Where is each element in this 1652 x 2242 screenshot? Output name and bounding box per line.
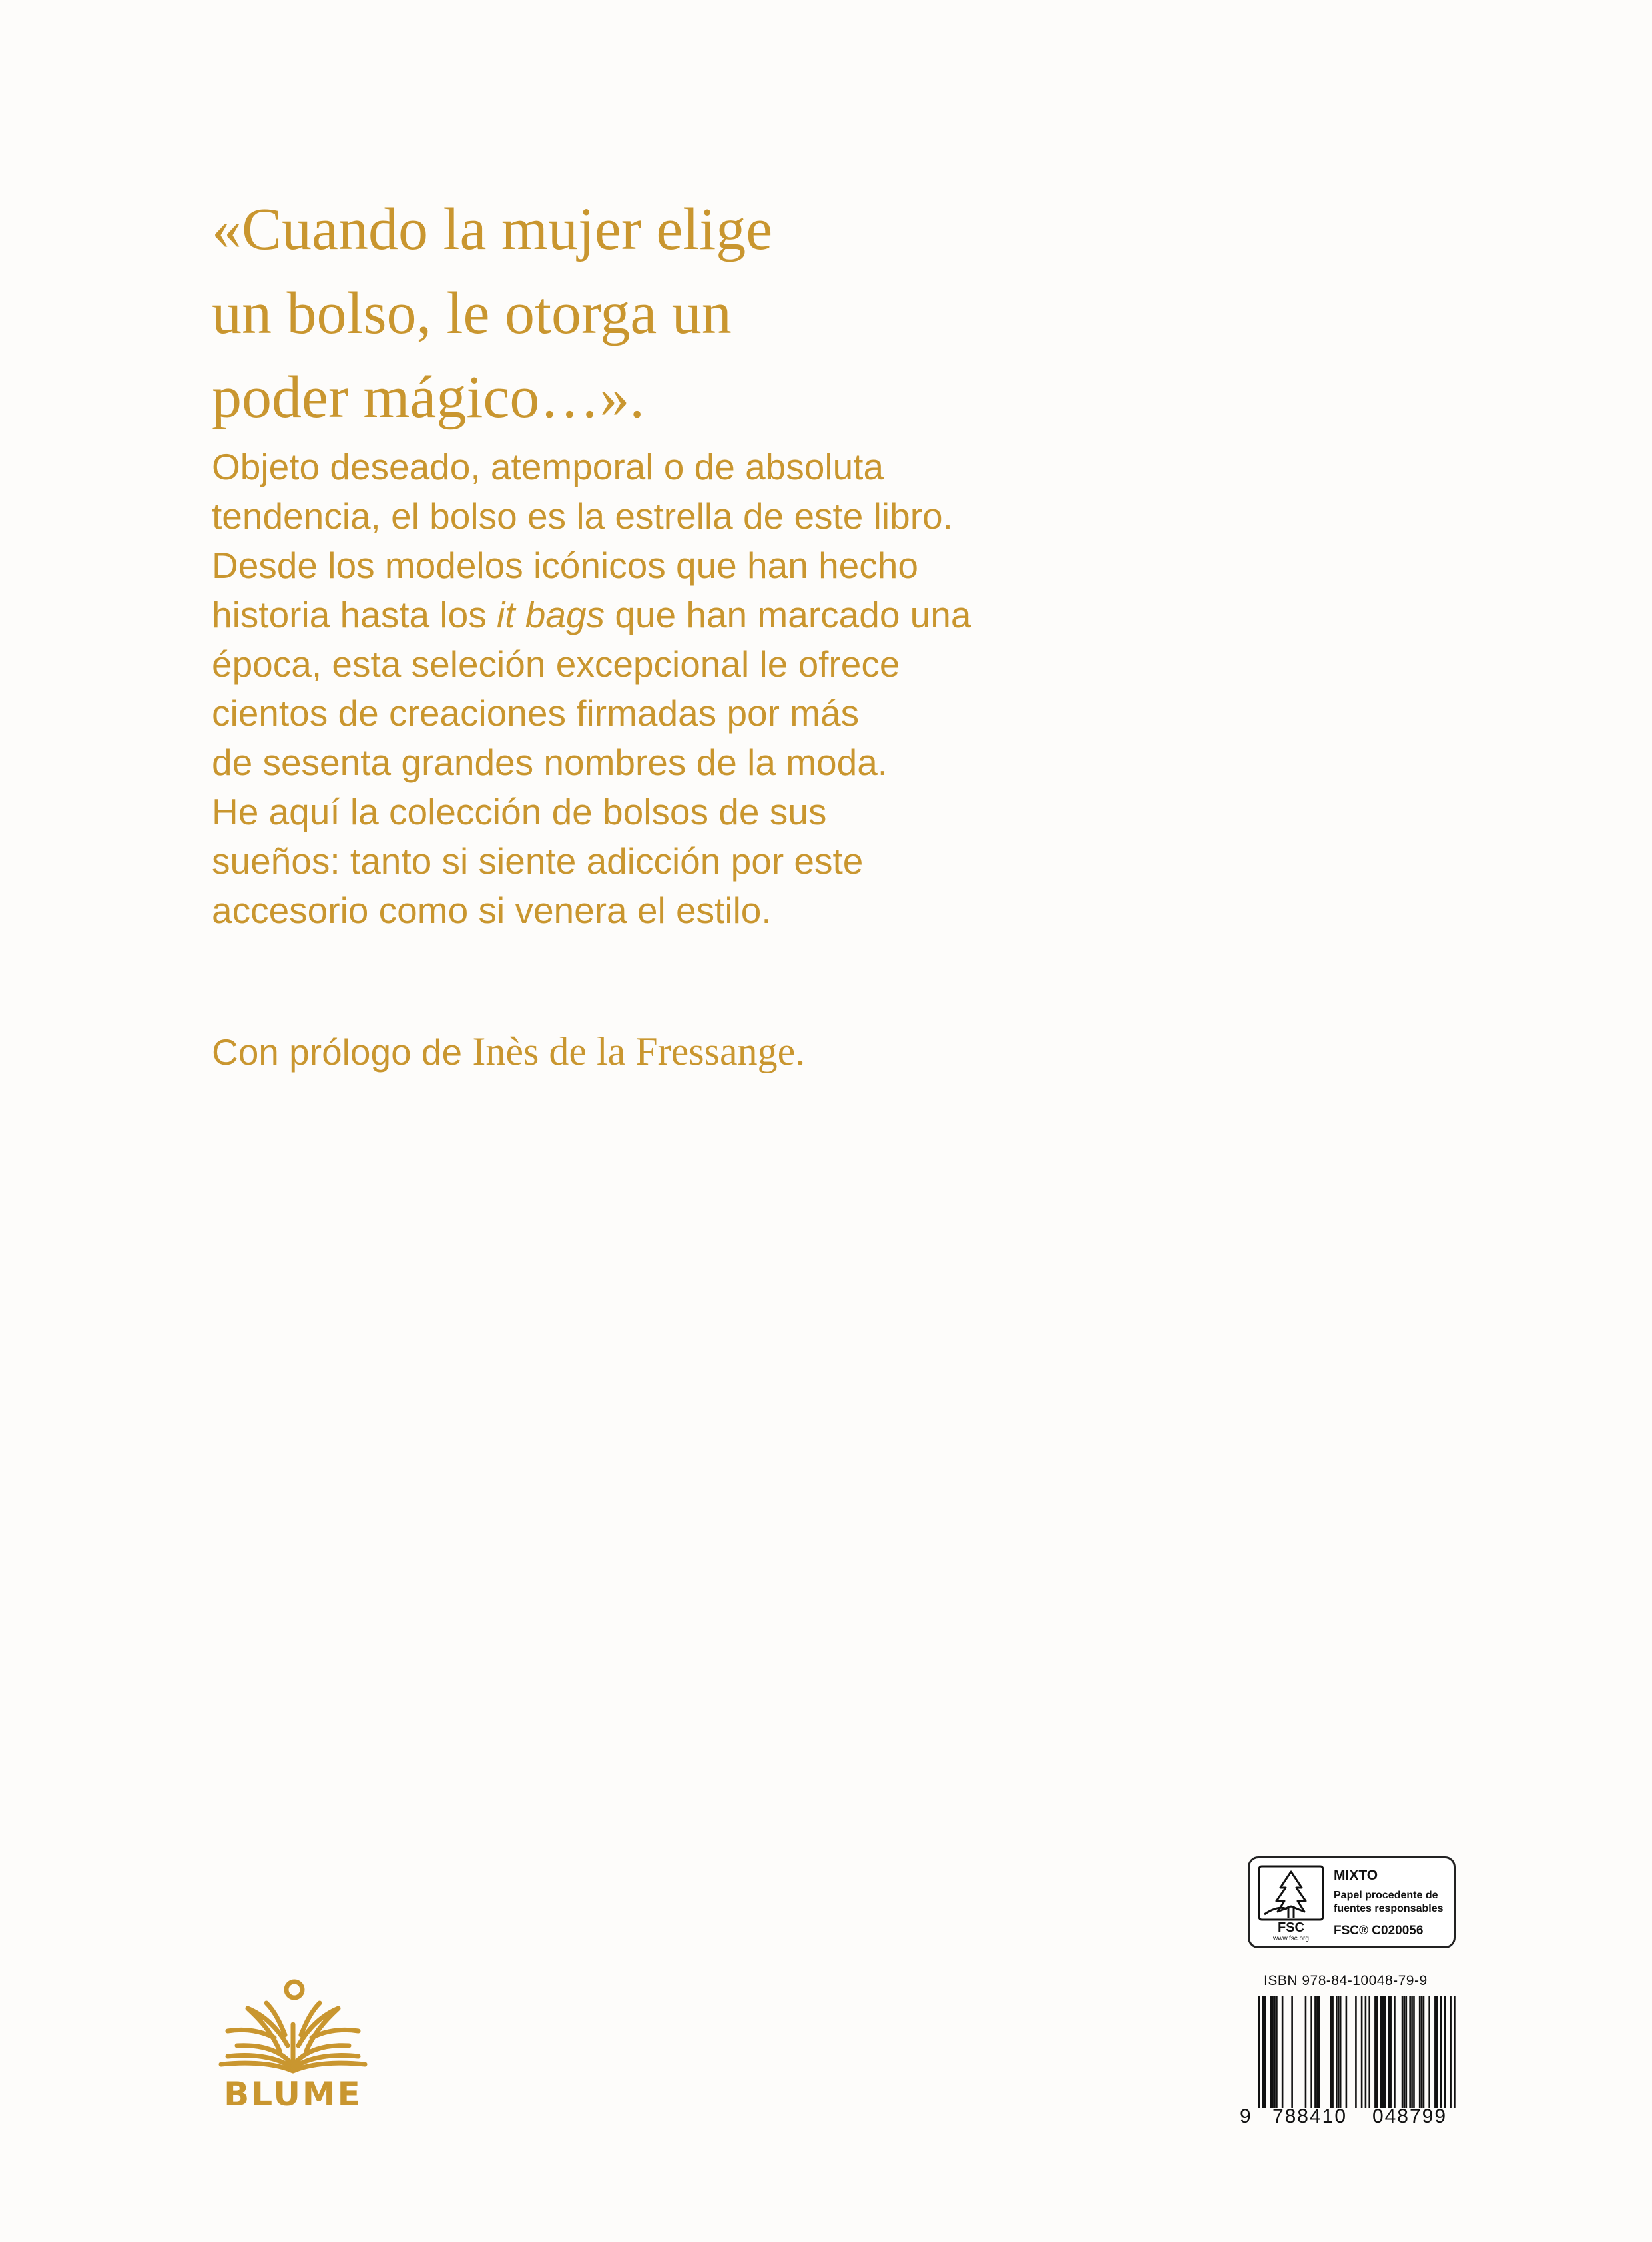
barcode-digit-first: 9	[1240, 2105, 1251, 2127]
barcode-bar	[1450, 1996, 1452, 2108]
fsc-logo-text: FSC	[1278, 1920, 1304, 1935]
description-line: época, esta seleción excepcional le ofrece	[212, 643, 900, 685]
barcode-bar	[1380, 1996, 1382, 2108]
description-line: accesorio como si venera el estilo.	[212, 890, 772, 931]
barcode-bar	[1419, 1996, 1421, 2108]
barcode-bar	[1382, 1996, 1384, 2108]
publisher-name: BLUME	[224, 2075, 362, 2113]
barcode-bar	[1291, 1996, 1293, 2108]
fsc-category: MIXTO	[1334, 1868, 1378, 1883]
barcode-bar	[1272, 1996, 1274, 2108]
fsc-description: Papel procedente de fuentes responsables	[1334, 1890, 1444, 1914]
barcode-bar	[1434, 1996, 1436, 2108]
barcode-bar	[1376, 1996, 1378, 2108]
quote-line: un bolso, le otorga un	[212, 280, 732, 346]
isbn-barcode	[1258, 1996, 1456, 2108]
barcode-bar	[1428, 1996, 1430, 2108]
barcode-bar	[1411, 1996, 1413, 2108]
barcode-bar	[1454, 1996, 1456, 2108]
barcode-bar	[1404, 1996, 1406, 2108]
barcode-bar	[1390, 1996, 1392, 2108]
barcode-bar	[1394, 1996, 1396, 2108]
prologue-suffix: .	[795, 1029, 806, 1073]
quote-line: poder mágico…».	[212, 364, 645, 430]
barcode-bar	[1318, 1996, 1320, 2108]
book-description	[212, 442, 1277, 935]
description-line: Objeto deseado, atemporal o de absoluta	[212, 446, 884, 487]
prologue-prefix: Con prólogo de	[212, 1031, 463, 1073]
barcode-bar	[1406, 1996, 1408, 2108]
barcode-bar	[1374, 1996, 1376, 2108]
barcode-bar	[1409, 1996, 1411, 2108]
barcode-bar	[1340, 1996, 1342, 2108]
barcode-bar	[1365, 1996, 1367, 2108]
barcode-bar	[1336, 1996, 1338, 2108]
description-line: Desde los modelos icónicos que han hecho	[212, 545, 918, 586]
barcode-bar	[1310, 1996, 1312, 2108]
barcode-bar	[1262, 1996, 1264, 2108]
barcode-bar	[1423, 1996, 1425, 2108]
barcode-bar	[1305, 1996, 1307, 2108]
fsc-url: www.fsc.org	[1273, 1935, 1309, 1942]
barcode-bar	[1421, 1996, 1423, 2108]
barcode-bar	[1258, 1996, 1260, 2108]
barcode-digits-right: 048799	[1372, 2105, 1448, 2127]
barcode-bar	[1274, 1996, 1276, 2108]
barcode-bar	[1332, 1996, 1334, 2108]
isbn-label: ISBN 978-84-10048-79-9	[1264, 1973, 1428, 1988]
barcode-bar	[1282, 1996, 1284, 2108]
barcode-bar	[1440, 1996, 1442, 2108]
barcode-bar	[1316, 1996, 1318, 2108]
barcode-bar	[1264, 1996, 1266, 2108]
barcode-bar	[1413, 1996, 1415, 2108]
barcode-bar	[1314, 1996, 1316, 2108]
cover-quote	[212, 188, 1144, 439]
fsc-tree-icon	[1258, 1865, 1324, 1942]
barcode-bar	[1355, 1996, 1357, 2108]
barcode-bar	[1276, 1996, 1278, 2108]
barcode-bar	[1338, 1996, 1340, 2108]
barcode-digits-left: 788410	[1272, 2105, 1348, 2127]
prologue-author: Inès de la Fressange	[472, 1029, 796, 1073]
barcode-bar	[1444, 1996, 1446, 2108]
description-text: historia hasta los	[212, 594, 497, 635]
barcode-bar	[1346, 1996, 1348, 2108]
barcode-bar	[1388, 1996, 1390, 2108]
barcode-bar	[1330, 1996, 1332, 2108]
description-text: que han marcado una	[605, 594, 971, 635]
prologue-credit	[212, 1027, 805, 1077]
description-line: cientos de creaciones firmadas por más	[212, 693, 860, 734]
barcode-bar	[1361, 1996, 1363, 2108]
description-line: de sesenta grandes nombres de la moda.	[212, 742, 888, 783]
fsc-label	[1248, 1856, 1456, 1948]
description-italic-term: it bags	[497, 594, 605, 635]
barcode-bar	[1368, 1996, 1370, 2108]
barcode-bar	[1270, 1996, 1272, 2108]
barcode-bar	[1402, 1996, 1404, 2108]
fsc-code: FSC® C020056	[1334, 1924, 1424, 1938]
description-line: sueños: tanto si siente adicción por este	[212, 840, 864, 882]
barcode-digits	[1240, 2105, 1460, 2128]
barcode-bar	[1436, 1996, 1438, 2108]
description-line: tendencia, el bolso es la estrella de este libro.	[212, 495, 953, 537]
description-line-mixed	[212, 590, 1277, 639]
open-book-icon	[208, 1971, 378, 2078]
barcode-bar	[1384, 1996, 1386, 2108]
description-line: He aquí la colección de bolsos de sus	[212, 791, 827, 832]
quote-line: «Cuando la mujer elige	[212, 196, 773, 262]
